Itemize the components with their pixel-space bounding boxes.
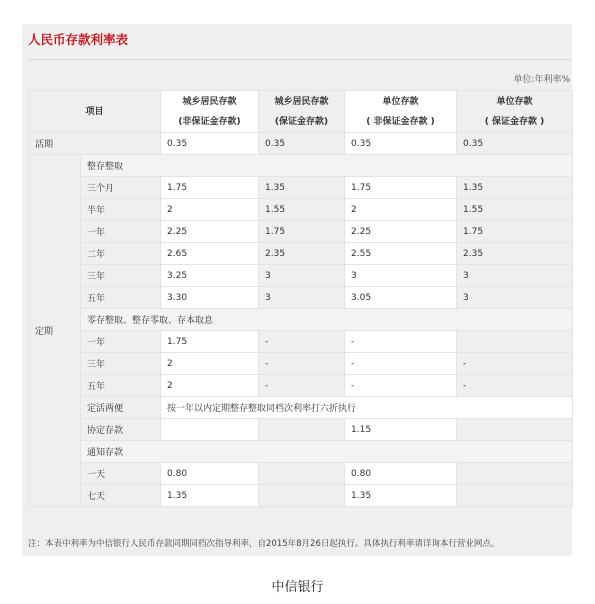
rate-cell: 0.35	[345, 133, 457, 155]
table-cell: 3	[457, 287, 573, 309]
table-row	[29, 199, 573, 221]
table-row	[29, 133, 573, 155]
table-cell: 一年	[81, 221, 161, 243]
table-cell: -	[259, 353, 345, 375]
section-header	[29, 309, 573, 331]
table-cell: -	[345, 331, 457, 353]
table-cell: 1.75	[345, 177, 457, 199]
table-cell: 三个月	[81, 177, 161, 199]
table-cell: 2.35	[259, 243, 345, 265]
title-divider	[28, 59, 572, 60]
table-cell: 2.35	[457, 243, 573, 265]
table-cell: 2.25	[345, 221, 457, 243]
table-cell: 1.75	[457, 221, 573, 243]
rate-cell: 0.35	[259, 133, 345, 155]
table-row	[29, 485, 573, 507]
section-title: 通知存款	[81, 441, 573, 463]
table-cell: 1.15	[345, 419, 457, 441]
table-cell: 五年	[81, 287, 161, 309]
table-cell: 二年	[81, 243, 161, 265]
rate-cell: 0.35	[161, 133, 259, 155]
table-cell: 三年	[81, 353, 161, 375]
section-header	[29, 441, 573, 463]
header-col2: 城乡居民存款 (保证金存款)	[259, 91, 345, 133]
dingqi-label: 定期	[29, 155, 81, 507]
table-cell: -	[457, 353, 573, 375]
table-cell: 3	[345, 265, 457, 287]
table-cell: -	[259, 331, 345, 353]
table-cell: -	[259, 375, 345, 397]
footnote: 注：本表中利率为中信银行人民币存款同期同档次指导利率，自2015年8月26日起执行。具体执行利率请详询本行营业网点。	[28, 539, 500, 549]
table-row	[29, 353, 573, 375]
table-cell	[259, 419, 345, 441]
section-title: 零存整取、整存零取、存本取息	[81, 309, 573, 331]
section-header	[29, 155, 573, 177]
table-cell	[457, 331, 573, 353]
rate-cell: 0.35	[457, 133, 573, 155]
image-caption: 中信银行	[271, 580, 324, 595]
table-cell: 1.75	[161, 331, 259, 353]
table-cell: 1.35	[161, 485, 259, 507]
table-cell: -	[457, 375, 573, 397]
table-cell: 0.80	[345, 463, 457, 485]
table-cell: 定活两便	[81, 397, 161, 419]
table-cell: 1.75	[161, 177, 259, 199]
table-row	[29, 397, 573, 419]
row-label: 活期	[29, 133, 161, 155]
table-cell: 一年	[81, 331, 161, 353]
table-cell: 3.05	[345, 287, 457, 309]
header-col1: 城乡居民存款 (非保证金存款)	[161, 91, 259, 133]
table-cell: 3	[259, 265, 345, 287]
table-cell: 2.25	[161, 221, 259, 243]
table-cell: 七天	[81, 485, 161, 507]
table-cell	[161, 419, 259, 441]
table-row	[29, 463, 573, 485]
table-cell: 五年	[81, 375, 161, 397]
table-cell: 1.55	[457, 199, 573, 221]
table-cell: 3.25	[161, 265, 259, 287]
table-cell: 1.35	[345, 485, 457, 507]
table-cell	[457, 485, 573, 507]
table-cell: 一天	[81, 463, 161, 485]
deposit-rate-table	[28, 90, 573, 507]
table-cell: 1.35	[259, 177, 345, 199]
table-cell	[259, 463, 345, 485]
table-cell: 1.35	[457, 177, 573, 199]
header-col4: 单位存款 ( 保证金存款 )	[457, 91, 573, 133]
table-cell: 0.80	[161, 463, 259, 485]
table-cell	[259, 485, 345, 507]
table-title: 人民币存款利率表	[28, 32, 129, 47]
table-cell: 2	[161, 375, 259, 397]
table-cell: 1.55	[259, 199, 345, 221]
table-cell	[457, 463, 573, 485]
table-row	[29, 265, 573, 287]
table-row	[29, 287, 573, 309]
header-item: 项目	[29, 91, 161, 133]
table-cell: 3	[457, 265, 573, 287]
section-title: 整存整取	[81, 155, 573, 177]
table-cell: 2.65	[161, 243, 259, 265]
table-cell: 2	[161, 353, 259, 375]
table-cell: 2	[345, 199, 457, 221]
table-cell: 1.75	[259, 221, 345, 243]
unit-label: 单位:年利率%	[513, 75, 570, 85]
table-cell: 3.30	[161, 287, 259, 309]
table-cell: 按一年以内定期整存整取同档次利率打六折执行	[161, 397, 573, 419]
rate-table-panel	[22, 24, 572, 556]
table-cell: 3	[259, 287, 345, 309]
table-cell: 2.55	[345, 243, 457, 265]
table-row	[29, 419, 573, 441]
table-cell: 三年	[81, 265, 161, 287]
table-cell	[457, 419, 573, 441]
table-row	[29, 177, 573, 199]
table-cell: -	[345, 375, 457, 397]
header-col3: 单位存款 ( 非保证金存款 )	[345, 91, 457, 133]
table-cell: 2	[161, 199, 259, 221]
table-cell: -	[345, 353, 457, 375]
table-row	[29, 375, 573, 397]
table-row	[29, 331, 573, 353]
table-cell: 协定存款	[81, 419, 161, 441]
table-cell: 半年	[81, 199, 161, 221]
table-row	[29, 243, 573, 265]
table-row	[29, 221, 573, 243]
